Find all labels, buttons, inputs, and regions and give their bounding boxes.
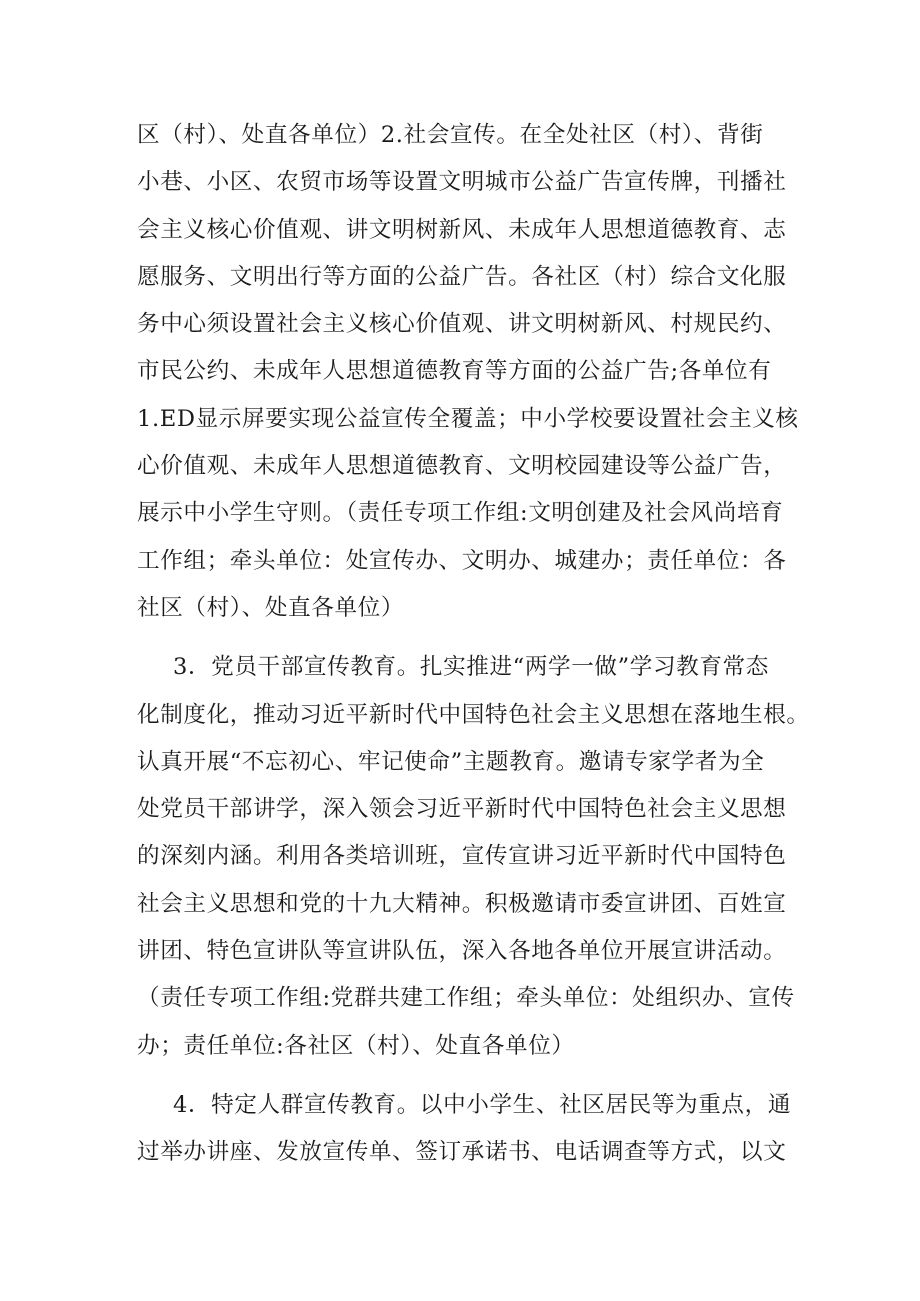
text-line: 会主义核心价值观、讲文明树新风、未成年人思想道德教育、志 <box>137 216 787 243</box>
paragraph-item-2-continuation <box>137 112 797 632</box>
text-line: 化制度化，推动习近平新时代中国特色社会主义思想在落地生根。 <box>137 701 810 728</box>
text-line: 的深刻内涵。利用各类培训班，宣传宣讲习近平新时代中国特色 <box>137 843 787 870</box>
paragraph-gap <box>137 1070 797 1082</box>
text-line: 3．党员干部宣传教育。扎实推进“两学一做”学习教育常态 <box>173 654 769 681</box>
paragraph-item-3-party-cadre-education <box>137 644 810 1070</box>
text-line: 认真开展“不忘初心、牢记使命”主题教育。邀请专家学者为全 <box>137 748 765 775</box>
text-line: 愿服务、文明出行等方面的公益广告。各社区（村）综合文化服 <box>137 263 787 290</box>
document-body <box>137 112 810 1177</box>
text-line: 1.ED显示屏要实现公益宣传全覆盖；中小学校要设置社会主义核 <box>137 405 799 432</box>
text-line: 讲团、特色宣讲队等宣讲队伍，深入各地各单位开展宣讲活动。 <box>137 938 787 965</box>
text-line: 处党员干部讲学，深入领会习近平新时代中国特色社会主义思想 <box>137 796 787 823</box>
paragraph-item-4-specific-groups <box>137 1082 797 1177</box>
text-line: 过举办讲座、发放宣传单、签订承诺书、电话调查等方式，以文 <box>137 1139 787 1166</box>
text-line: 心价值观、未成年人思想道德教育、文明校园建设等公益广告， <box>137 453 787 480</box>
text-line: 社区（村）、处直各单位） <box>137 594 405 621</box>
text-line: 社会主义思想和党的十九大精神。积极邀请市委宣讲团、百姓宣 <box>137 890 787 917</box>
text-line: （责任专项工作组:党群共建工作组；牵头单位：处组织办、宣传 <box>137 985 795 1012</box>
text-line: 4．特定人群宣传教育。以中小学生、社区居民等为重点，通 <box>173 1091 792 1118</box>
text-line: 工作组；牵头单位：处宣传办、文明办、城建办；责任单位：各 <box>137 547 787 574</box>
text-line: 小巷、小区、农贸市场等设置文明城市公益广告宣传牌，刊播社 <box>137 169 787 196</box>
paragraph-gap <box>137 632 797 644</box>
text-line: 展示中小学生守则。（责任专项工作组:文明创建及社会风尚培育 <box>137 500 784 527</box>
text-line: 务中心须设置社会主义核心价值观、讲文明树新风、村规民约、 <box>137 311 787 338</box>
text-line: 市民公约、未成年人思想道德教育等方面的公益广告;各单位有 <box>137 358 772 385</box>
text-line: 区（村）、处直各单位）2.社会宣传。在全处社区（村）、背街 <box>137 122 764 148</box>
text-line: 办；责任单位:各社区（村）、处直各单位） <box>137 1032 575 1059</box>
